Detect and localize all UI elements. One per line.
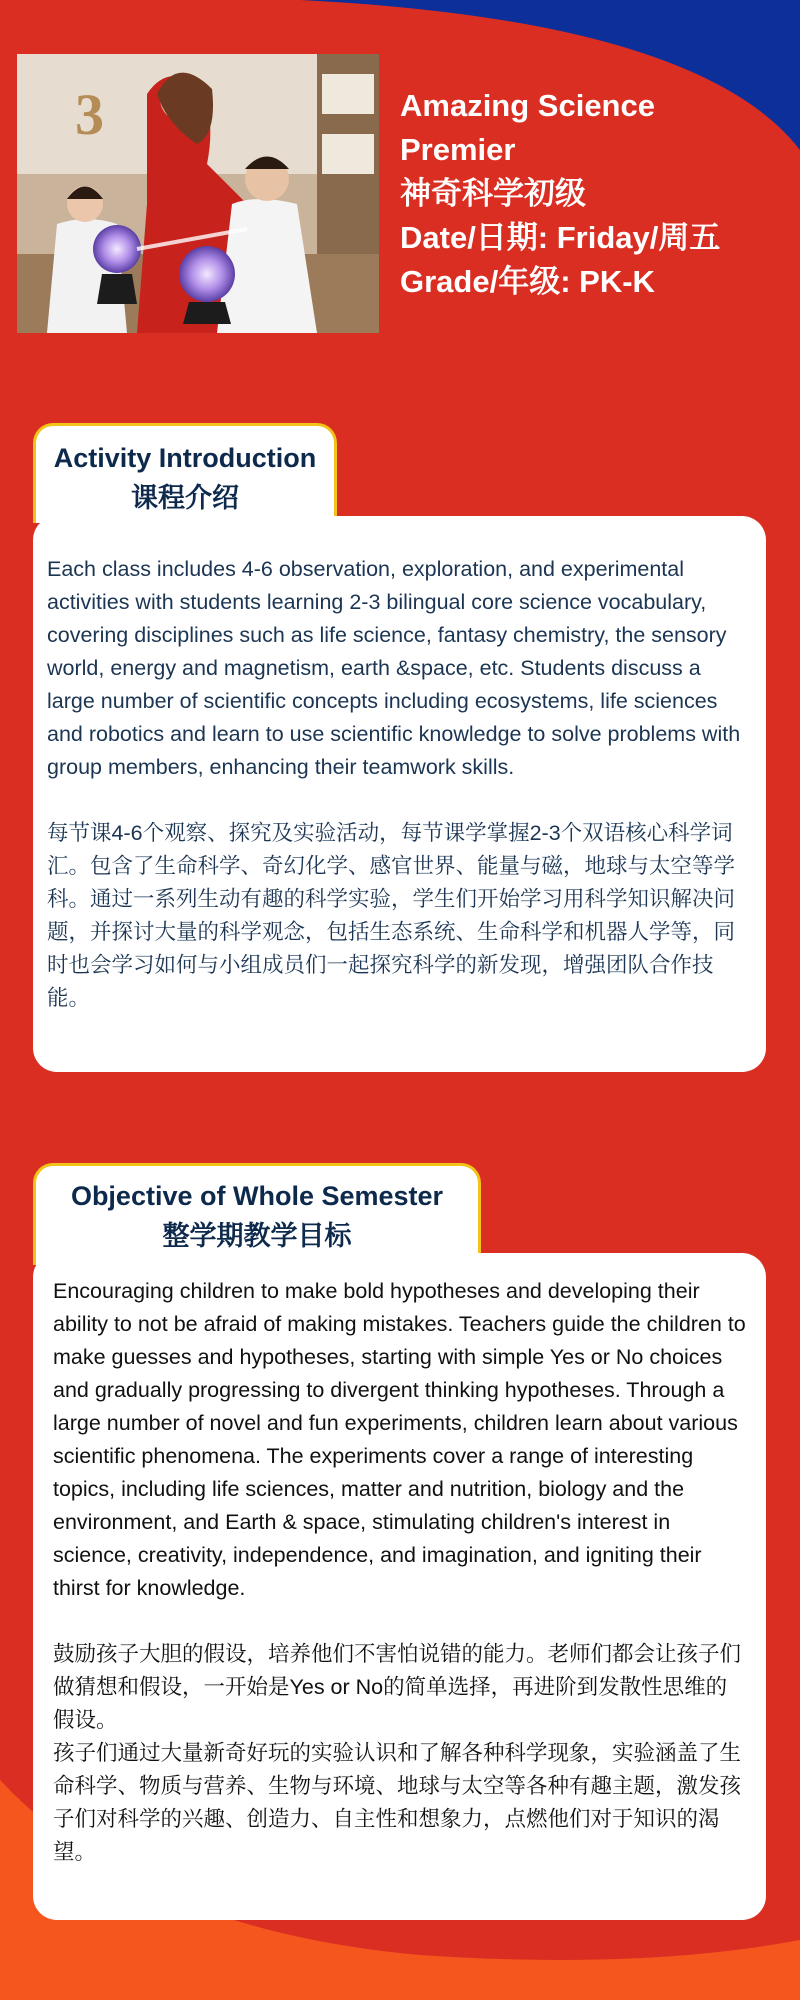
semester-objective-body-cn-2: 孩子们通过大量新奇好玩的实验认识和了解各种科学现象，实验涵盖了生命科学、物质与营养、生物与环境、地球与太空等各种有趣主题，激发孩子们对科学的兴趣、创造力、自主性和想象力，点燃他们对于知识的渴望。 [53, 1741, 742, 1864]
classroom-photo [17, 54, 379, 333]
semester-objective-card [33, 1253, 766, 1920]
activity-introduction-body-en: Each class includes 4-6 observation, exploration, and experimental activities with students learning 2-3 bilingual core science vocabulary, covering disciplines such as life science, fantasy chemistry, the sensory world, energy and magnetism, earth &space, etc. Students discuss a large number of scientific concepts including ecosystems, life sciences and robotics and learn to use scientific knowledge to solve problems with group members, enhancing their teamwork skills. [47, 557, 741, 779]
svg-text:3: 3 [75, 82, 104, 147]
activity-introduction-card [33, 516, 766, 1072]
program-title-en-line2: Premier [400, 132, 516, 167]
program-title-cn: 神奇科学初级 [400, 176, 586, 211]
semester-objective-title-cn: 整学期教学目标 [162, 1221, 352, 1251]
program-title-en-line1: Amazing Science [400, 88, 655, 123]
activity-introduction-title-cn: 课程介绍 [131, 483, 239, 513]
semester-objective-body-cn-1: 鼓励孩子大胆的假设，培养他们不害怕说错的能力。老师们都会让孩子们做猜想和假设，一开始是Yes or No的简单选择，再进阶到发散性思维的假设。 [53, 1642, 742, 1732]
semester-objective-tab [33, 1163, 481, 1265]
activity-introduction-body-cn: 每节课4-6个观察、探究及实验活动，每节课学掌握2-3个双语核心科学词汇。包含了生命科学、奇幻化学、感官世界、能量与磁，地球与太空等学科。通过一系列生动有趣的科学实验，学生们开始学习用科学知识解决问题，并探讨大量的科学观念，包括生态系统、生命科学和机器人学等，同时也会学习如何与小组成员们一起探究科学的新发现，增强团队合作技能。 [47, 821, 736, 1010]
program-grade: Grade/年级: PK-K [400, 264, 655, 299]
program-date: Date/日期: Friday/周五 [400, 220, 721, 255]
program-header [400, 84, 790, 304]
semester-objective-title-en: Objective of Whole Semester [70, 1181, 444, 1211]
semester-objective-body-en: Encouraging children to make bold hypotheses and developing their ability to not be afraid of making mistakes. Teachers guide the children to make guesses and hypotheses, starting with simple Yes or No choices and gradually progressing to divergent thinking hypotheses. Through a large number of novel and fun experiments, children learn about various scientific phenomena. The experiments cover a range of interesting topics, including life sciences, matter and nutrition, biology and the environment, and Earth & space, stimulating children's interest in science, creativity, independence, and imagination, and igniting their thirst for knowledge. [53, 1279, 746, 1600]
activity-introduction-tab [33, 423, 337, 523]
activity-introduction-title-en: Activity Introduction [53, 443, 317, 473]
